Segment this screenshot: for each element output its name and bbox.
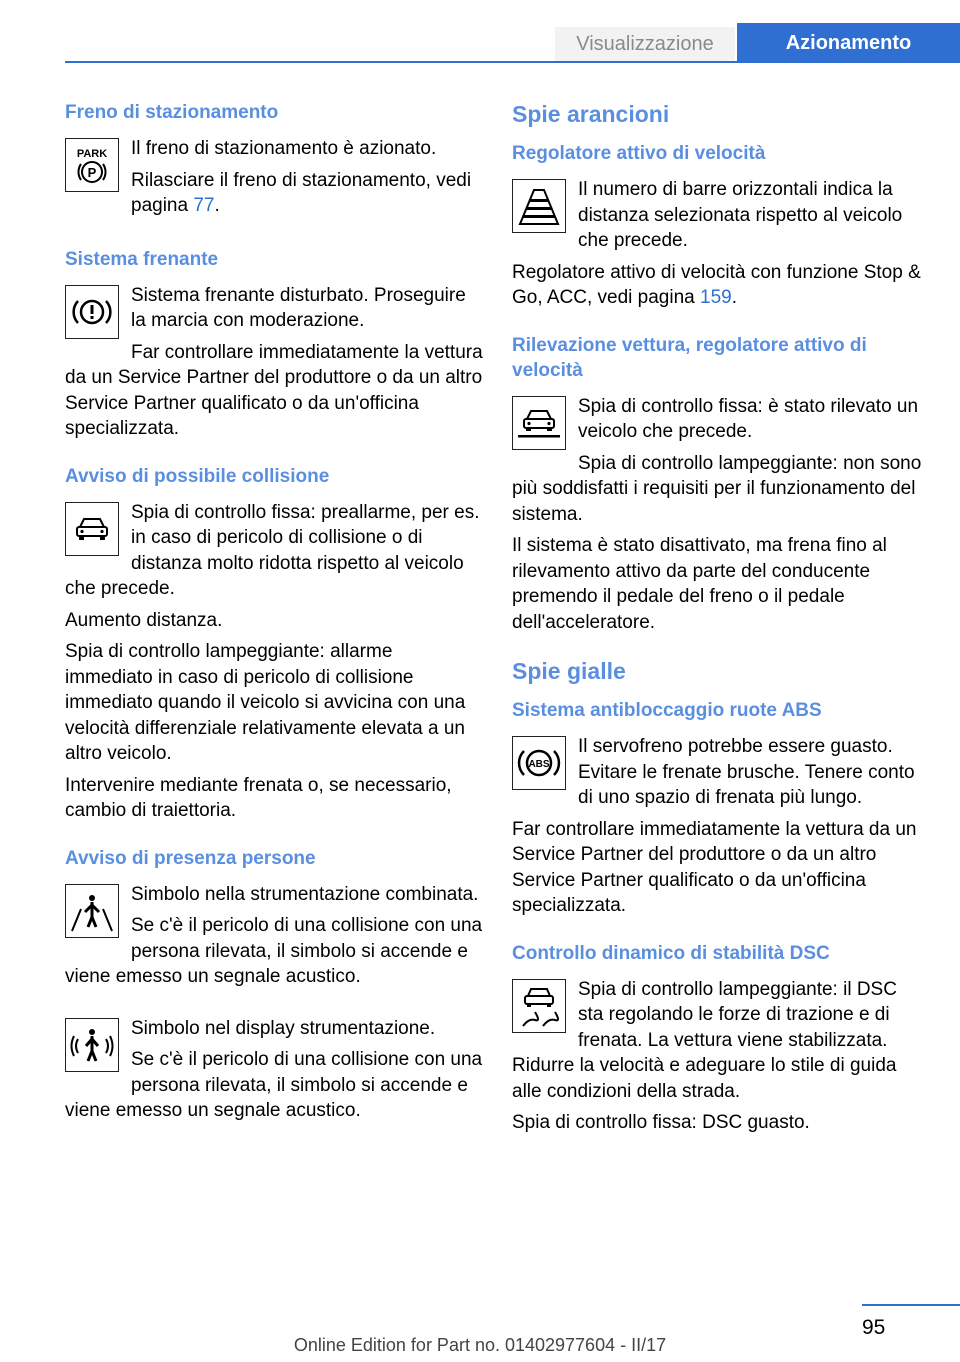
paragraph: Far controllare immediatamente la vettura da un Service Partner del produttore o da un altro Service Partner qualificato o da un'officina specializzata. xyxy=(65,341,483,439)
section-dsc xyxy=(512,941,927,1136)
footer-rule xyxy=(862,1304,960,1306)
paragraph: Il numero di barre orizzontali indica la distanza selezionata rispetto al veicolo che precede. xyxy=(578,179,903,251)
section-vehicle-detection xyxy=(512,333,927,636)
right-column xyxy=(512,100,927,1158)
section-title: Controllo dinamico di stabilità DSC xyxy=(512,942,830,964)
section-title: Sistema frenante xyxy=(65,248,219,270)
brake-warning-icon xyxy=(65,285,119,339)
heading-orange-lights: Spie arancioni xyxy=(512,101,670,127)
paragraph: Spia di controllo lampeggiante: non sono più soddisfatti i requisiti per il funzionamento del sistema. xyxy=(512,452,922,525)
section-active-cruise xyxy=(512,141,927,311)
pedestrian-sound-icon xyxy=(65,1018,119,1072)
section-title: Avviso di presenza persone xyxy=(65,847,316,869)
paragraph: Se c'è il pericolo di una collisione con una persona rilevata, il simbolo si accende e viene emesso un segnale acustico. xyxy=(65,915,483,987)
section-title: Avviso di possibile collisione xyxy=(65,465,330,487)
paragraph: Far controllare immediatamente la vettura da un Service Partner del produttore o da un altro Service Partner qualificato o da un'officina specializzata. xyxy=(512,818,917,916)
distance-bars-icon xyxy=(512,179,566,233)
paragraph: Se c'è il pericolo di una collisione con una persona rilevata, il simbolo si accende e viene emesso un segnale acustico. xyxy=(65,1049,483,1121)
paragraph: Il freno di stazionamento è azionato. xyxy=(131,138,437,159)
page-link[interactable]: 77 xyxy=(193,195,215,216)
paragraph: Spia di controllo fissa: DSC guasto. xyxy=(512,1112,810,1133)
car-detected-icon xyxy=(512,396,566,450)
heading-yellow-lights: Spie gialle xyxy=(512,658,626,684)
paragraph: Rilasciare il freno di stazionamento, vedi pagina 77. xyxy=(131,169,472,216)
dsc-skid-icon xyxy=(512,979,566,1033)
section-collision-warning xyxy=(65,464,483,824)
tab-visualizzazione[interactable]: Visualizzazione xyxy=(555,27,735,61)
abs-icon xyxy=(512,736,566,790)
section-brake-system xyxy=(65,247,483,442)
paragraph: Simbolo nel display strumentazione. xyxy=(131,1017,436,1039)
section-title: Regolatore attivo di velocità xyxy=(512,143,766,164)
paragraph: Regolatore attivo di velocità con funzione Stop & Go, ACC, vedi pagina 159. xyxy=(512,261,921,308)
section-title: Sistema antibloccaggio ruote ABS xyxy=(512,700,822,721)
svg-text:PARK: PARK xyxy=(76,148,108,160)
page-number: 95 xyxy=(862,1316,886,1339)
paragraph: Spia di controllo fissa: è stato rilevato un veicolo che precede. xyxy=(578,395,919,442)
paragraph: Aumento distanza. xyxy=(65,609,223,631)
section-abs xyxy=(512,698,927,919)
park-brake-icon xyxy=(65,138,119,192)
section-person-warning xyxy=(65,846,483,1124)
section-title: Freno di stazionamento xyxy=(65,102,279,123)
paragraph: Simbolo nella strumentazione combinata. xyxy=(131,883,479,905)
svg-text:ABS: ABS xyxy=(528,759,550,770)
edition-footer: Online Edition for Part no. 01402977604 - II/17 xyxy=(293,1335,667,1355)
tab-azionamento[interactable]: Azionamento xyxy=(737,23,960,63)
paragraph: Spia di controllo lampeggiante: allarme immediato in caso di pericolo di collisione immediato quando il veicolo si avvicina con una velocità differenziale relativamente elevata a un altro veicolo. xyxy=(65,641,466,764)
paragraph: Intervenire mediante frenata o, se necessario, cambio di traiettoria. xyxy=(65,774,452,821)
section-title: Rilevazione vettura, regolatore attivo di velocità xyxy=(512,334,867,381)
svg-text:P: P xyxy=(87,165,97,180)
paragraph: Sistema frenante disturbato. Proseguire la marcia con moderazione. xyxy=(131,284,466,331)
page-link[interactable]: 159 xyxy=(700,287,732,308)
car-front-icon xyxy=(65,502,119,556)
paragraph: Spia di controllo fissa: preallarme, per es. in caso di pericolo di collisione o di distanza molto ridotta rispetto al veicolo che precede. xyxy=(65,501,480,599)
left-column xyxy=(65,100,483,1146)
paragraph: Il servofreno potrebbe essere guasto. Evitare le frenate brusche. Tenere conto di uno spazio di frenata più lungo. xyxy=(578,736,915,808)
pedestrian-road-icon xyxy=(65,884,119,938)
section-parking-brake xyxy=(65,100,483,225)
paragraph: Il sistema è stato disattivato, ma frena fino al rilevamento attivo da parte del conducente premendo il pedale del freno o il pedale dell'acceleratore. xyxy=(512,535,887,633)
paragraph: Spia di controllo lampeggiante: il DSC sta regolando le forze di trazione e di frenata. La vettura viene stabilizzata. Ridurre la velocità e adeguare lo stile di guida alle condizioni della strada. xyxy=(512,978,897,1102)
